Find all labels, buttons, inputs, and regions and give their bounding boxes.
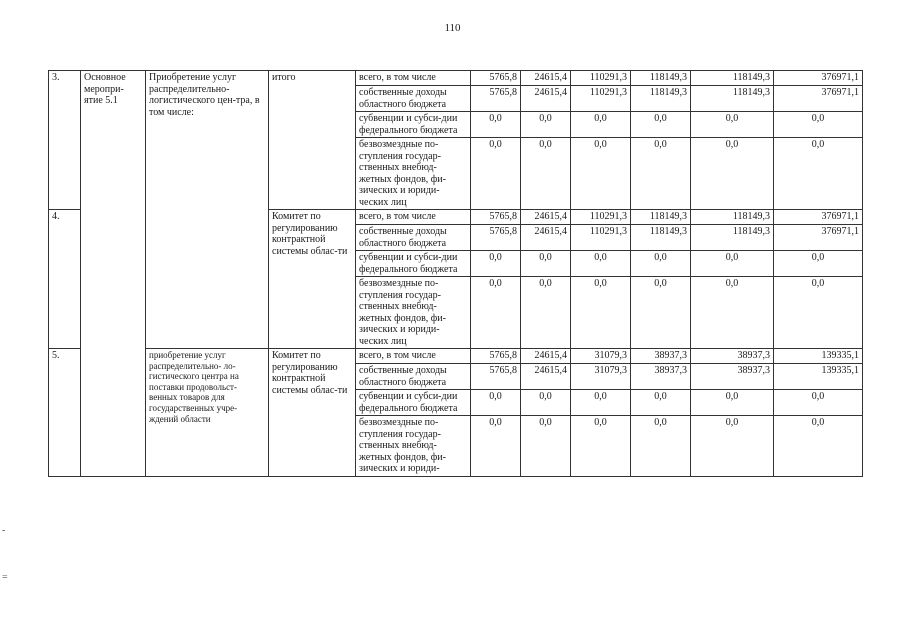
value-cell: 0,0: [631, 112, 691, 138]
description-cell: приобретение услуг распределительно- ло-гистического центра на поставки продовольст-венных товаров для государственных учре-ждений области: [146, 349, 269, 477]
value-cell: 110291,3: [571, 225, 631, 251]
value-cell: 5765,8: [471, 210, 521, 225]
value-cell: 24615,4: [521, 225, 571, 251]
value-cell: 24615,4: [521, 349, 571, 364]
value-cell: 118149,3: [631, 210, 691, 225]
executor-cell: Комитет по регулированию контрактной системы облас-ти: [269, 210, 356, 349]
budget-table: [48, 70, 863, 477]
value-cell: 5765,8: [471, 71, 521, 86]
value-cell: 118149,3: [631, 86, 691, 112]
value-cell: 5765,8: [471, 225, 521, 251]
value-cell: 31079,3: [571, 364, 631, 390]
value-cell: 0,0: [521, 112, 571, 138]
value-cell: 0,0: [774, 416, 863, 477]
value-cell: 118149,3: [691, 71, 774, 86]
value-cell: 0,0: [691, 112, 774, 138]
table-row: [49, 349, 863, 364]
table-row: [49, 71, 863, 86]
value-cell: 118149,3: [691, 86, 774, 112]
value-cell: 0,0: [631, 138, 691, 210]
value-cell: 0,0: [691, 138, 774, 210]
value-cell: 0,0: [471, 112, 521, 138]
value-cell: 0,0: [571, 112, 631, 138]
value-cell: 376971,1: [774, 210, 863, 225]
value-cell: 376971,1: [774, 225, 863, 251]
value-cell: 0,0: [691, 416, 774, 477]
row-number: 3.: [49, 71, 81, 210]
value-cell: 0,0: [774, 112, 863, 138]
value-cell: 31079,3: [571, 349, 631, 364]
margin-mark: =: [2, 572, 8, 583]
value-cell: 24615,4: [521, 86, 571, 112]
description-cell: Приобретение услуг распределительно-логистического цен-тра, в том числе:: [146, 71, 269, 349]
value-cell: 0,0: [521, 251, 571, 277]
value-cell: 0,0: [691, 390, 774, 416]
value-cell: 0,0: [571, 390, 631, 416]
value-cell: 0,0: [471, 138, 521, 210]
value-cell: 0,0: [774, 138, 863, 210]
margin-mark: -: [2, 525, 6, 536]
measure-cell: Основное меропри-ятие 5.1: [81, 71, 146, 477]
funding-source: безвозмездные по-ступления государ-ственных внебюд-жетных фондов, фи-зических и юриди-ческих лиц: [356, 277, 471, 349]
value-cell: 38937,3: [691, 349, 774, 364]
funding-source: безвозмездные по-ступления государ-ственных внебюд-жетных фондов, фи-зических и юриди-: [356, 416, 471, 477]
value-cell: 139335,1: [774, 349, 863, 364]
value-cell: 376971,1: [774, 86, 863, 112]
value-cell: 0,0: [691, 277, 774, 349]
value-cell: 0,0: [521, 277, 571, 349]
value-cell: 0,0: [521, 390, 571, 416]
funding-source: субвенции и субси-дии федерального бюджета: [356, 251, 471, 277]
value-cell: 118149,3: [631, 71, 691, 86]
value-cell: 0,0: [521, 416, 571, 477]
page-number: 110: [444, 22, 461, 34]
value-cell: 0,0: [571, 416, 631, 477]
value-cell: 38937,3: [631, 364, 691, 390]
row-number: 4.: [49, 210, 81, 349]
value-cell: 110291,3: [571, 71, 631, 86]
value-cell: 5765,8: [471, 349, 521, 364]
value-cell: 38937,3: [631, 349, 691, 364]
value-cell: 110291,3: [571, 86, 631, 112]
value-cell: 139335,1: [774, 364, 863, 390]
value-cell: 0,0: [774, 390, 863, 416]
value-cell: 0,0: [571, 251, 631, 277]
value-cell: 38937,3: [691, 364, 774, 390]
value-cell: 0,0: [774, 251, 863, 277]
row-number: 5.: [49, 349, 81, 477]
value-cell: 0,0: [774, 277, 863, 349]
value-cell: 0,0: [471, 390, 521, 416]
value-cell: 376971,1: [774, 71, 863, 86]
value-cell: 0,0: [521, 138, 571, 210]
funding-source: всего, в том числе: [356, 210, 471, 225]
value-cell: 0,0: [471, 416, 521, 477]
value-cell: 0,0: [471, 251, 521, 277]
funding-source: всего, в том числе: [356, 71, 471, 86]
value-cell: 24615,4: [521, 364, 571, 390]
value-cell: 110291,3: [571, 210, 631, 225]
funding-source: безвозмездные по-ступления государ-ственных внебюд-жетных фондов, фи-зических и юриди-ческих лиц: [356, 138, 471, 210]
value-cell: 0,0: [571, 138, 631, 210]
value-cell: 0,0: [631, 416, 691, 477]
funding-source: всего, в том числе: [356, 349, 471, 364]
value-cell: 0,0: [631, 277, 691, 349]
value-cell: 0,0: [631, 390, 691, 416]
value-cell: 5765,8: [471, 364, 521, 390]
funding-source: собственные доходы областного бюджета: [356, 225, 471, 251]
funding-source: субвенции и субси-дии федерального бюджета: [356, 112, 471, 138]
value-cell: 24615,4: [521, 210, 571, 225]
value-cell: 0,0: [631, 251, 691, 277]
value-cell: 0,0: [571, 277, 631, 349]
funding-source: субвенции и субси-дии федерального бюджета: [356, 390, 471, 416]
value-cell: 118149,3: [691, 225, 774, 251]
value-cell: 118149,3: [631, 225, 691, 251]
value-cell: 118149,3: [691, 210, 774, 225]
funding-source: собственные доходы областного бюджета: [356, 86, 471, 112]
value-cell: 5765,8: [471, 86, 521, 112]
executor-cell: Комитет по регулированию контрактной системы облас-ти: [269, 349, 356, 477]
executor-cell: итого: [269, 71, 356, 210]
value-cell: 0,0: [471, 277, 521, 349]
value-cell: 24615,4: [521, 71, 571, 86]
funding-source: собственные доходы областного бюджета: [356, 364, 471, 390]
value-cell: 0,0: [691, 251, 774, 277]
